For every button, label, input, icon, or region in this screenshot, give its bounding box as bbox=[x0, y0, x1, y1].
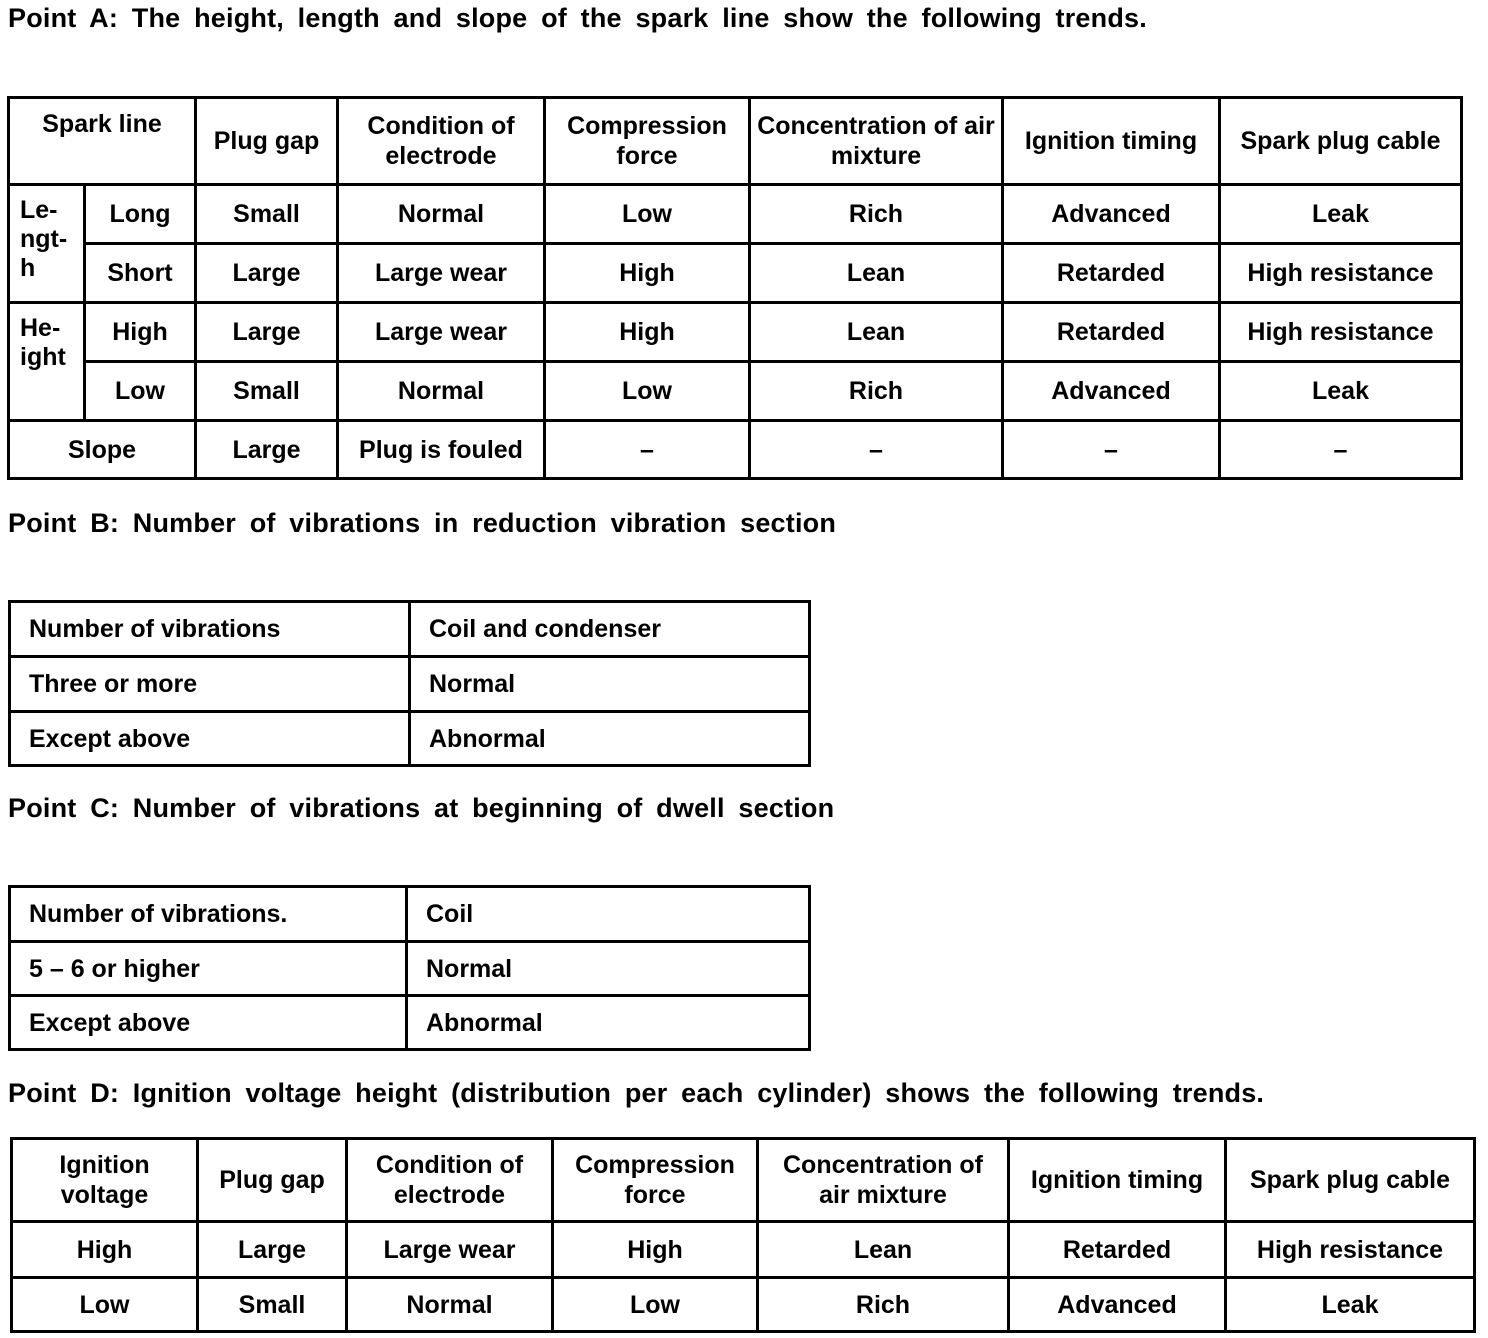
cell-timing: Advanced bbox=[1003, 362, 1220, 421]
cell-cable: High resistance bbox=[1220, 244, 1462, 303]
cell-compression: High bbox=[545, 303, 750, 362]
table-cell: Except above bbox=[10, 996, 407, 1050]
cell-plug-gap: Large bbox=[196, 421, 338, 479]
row-sub-label: Short bbox=[85, 244, 196, 303]
table-cell: Except above bbox=[10, 712, 410, 766]
cell-cable: High resistance bbox=[1220, 303, 1462, 362]
table-row bbox=[12, 1222, 1475, 1278]
table-row bbox=[9, 362, 1462, 421]
header-ignition-voltage: Ignition voltage bbox=[12, 1139, 198, 1222]
point-d-table bbox=[10, 1137, 1476, 1333]
header-cable: Spark plug cable bbox=[1226, 1139, 1475, 1222]
table-cell: High bbox=[12, 1222, 198, 1278]
slope-label: Slope bbox=[9, 421, 196, 479]
cell-air-mixture: Rich bbox=[750, 362, 1003, 421]
header-plug-gap: Plug gap bbox=[198, 1139, 347, 1222]
cell-cable: Leak bbox=[1220, 362, 1462, 421]
table-cell: Number of vibrations bbox=[10, 602, 410, 657]
table-row bbox=[9, 303, 1462, 362]
table-row bbox=[9, 421, 1462, 479]
point-d-heading: Point D: Ignition voltage height (distribution per each cylinder) shows the following trends. bbox=[8, 1078, 1265, 1108]
table-cell: Number of vibrations. bbox=[10, 887, 407, 942]
table-row bbox=[10, 602, 810, 657]
point-c-heading: Point C: Number of vibrations at beginning of dwell section bbox=[8, 793, 835, 823]
table-cell: 5 – 6 or higher bbox=[10, 942, 407, 996]
point-c-table bbox=[8, 885, 811, 1051]
row-sub-label: Long bbox=[85, 185, 196, 244]
cell-electrode: Plug is fouled bbox=[338, 421, 545, 479]
header-timing: Ignition timing bbox=[1009, 1139, 1226, 1222]
cell-electrode: Large wear bbox=[338, 244, 545, 303]
cell-compression: High bbox=[545, 244, 750, 303]
length-group-label: Le- ngt- h bbox=[9, 185, 85, 303]
table-row bbox=[10, 942, 810, 996]
cell-plug-gap: Large bbox=[196, 244, 338, 303]
table-cell: High bbox=[553, 1222, 758, 1278]
cell-plug-gap: Large bbox=[196, 303, 338, 362]
header-spark-line: Spark line bbox=[9, 98, 196, 185]
cell-cable: – bbox=[1220, 421, 1462, 479]
cell-cable: Leak bbox=[1220, 185, 1462, 244]
table-cell: Leak bbox=[1226, 1278, 1475, 1332]
header-compression: Compression force bbox=[545, 98, 750, 185]
table-cell: High resistance bbox=[1226, 1222, 1475, 1278]
cell-plug-gap: Small bbox=[196, 362, 338, 421]
table-row bbox=[10, 887, 810, 942]
table-cell: Normal bbox=[347, 1278, 553, 1332]
cell-air-mixture: Lean bbox=[750, 303, 1003, 362]
point-b-table bbox=[8, 600, 811, 767]
table-row bbox=[10, 996, 810, 1050]
table-cell: Retarded bbox=[1009, 1222, 1226, 1278]
table-cell: Three or more bbox=[10, 657, 410, 712]
table-cell: Large wear bbox=[347, 1222, 553, 1278]
row-sub-label: High bbox=[85, 303, 196, 362]
header-electrode: Condition of electrode bbox=[338, 98, 545, 185]
table-cell: Normal bbox=[410, 657, 810, 712]
header-air-mixture: Concentration of air mixture bbox=[758, 1139, 1009, 1222]
table-cell: Lean bbox=[758, 1222, 1009, 1278]
header-compression: Compression force bbox=[553, 1139, 758, 1222]
point-a-header-row bbox=[9, 98, 1462, 185]
table-row bbox=[9, 185, 1462, 244]
point-b-heading: Point B: Number of vibrations in reduction vibration section bbox=[8, 508, 837, 538]
point-d-header-row bbox=[12, 1139, 1475, 1222]
cell-timing: Retarded bbox=[1003, 303, 1220, 362]
table-cell: Abnormal bbox=[410, 712, 810, 766]
table-row bbox=[9, 244, 1462, 303]
row-sub-label: Low bbox=[85, 362, 196, 421]
cell-compression: Low bbox=[545, 362, 750, 421]
cell-electrode: Normal bbox=[338, 185, 545, 244]
table-cell: Abnormal bbox=[407, 996, 810, 1050]
header-plug-gap: Plug gap bbox=[196, 98, 338, 185]
table-cell: Coil and condenser bbox=[410, 602, 810, 657]
cell-air-mixture: – bbox=[750, 421, 1003, 479]
cell-timing: Advanced bbox=[1003, 185, 1220, 244]
table-cell: Advanced bbox=[1009, 1278, 1226, 1332]
cell-plug-gap: Small bbox=[196, 185, 338, 244]
cell-compression: Low bbox=[545, 185, 750, 244]
header-air-mixture: Concentration of air mixture bbox=[750, 98, 1003, 185]
header-electrode: Condition of electrode bbox=[347, 1139, 553, 1222]
table-cell: Large bbox=[198, 1222, 347, 1278]
header-timing: Ignition timing bbox=[1003, 98, 1220, 185]
table-cell: Low bbox=[553, 1278, 758, 1332]
point-a-heading: Point A: The height, length and slope of the spark line show the following trends. bbox=[8, 3, 1147, 33]
header-cable: Spark plug cable bbox=[1220, 98, 1462, 185]
table-cell: Small bbox=[198, 1278, 347, 1332]
cell-electrode: Large wear bbox=[338, 303, 545, 362]
table-row bbox=[10, 712, 810, 766]
table-cell: Rich bbox=[758, 1278, 1009, 1332]
cell-timing: Retarded bbox=[1003, 244, 1220, 303]
table-row bbox=[10, 657, 810, 712]
table-cell: Coil bbox=[407, 887, 810, 942]
table-cell: Low bbox=[12, 1278, 198, 1332]
cell-timing: – bbox=[1003, 421, 1220, 479]
cell-air-mixture: Rich bbox=[750, 185, 1003, 244]
table-cell: Normal bbox=[407, 942, 810, 996]
cell-electrode: Normal bbox=[338, 362, 545, 421]
cell-compression: – bbox=[545, 421, 750, 479]
point-a-table bbox=[7, 96, 1463, 480]
table-row bbox=[12, 1278, 1475, 1332]
height-group-label: He- ight bbox=[9, 303, 85, 421]
cell-air-mixture: Lean bbox=[750, 244, 1003, 303]
